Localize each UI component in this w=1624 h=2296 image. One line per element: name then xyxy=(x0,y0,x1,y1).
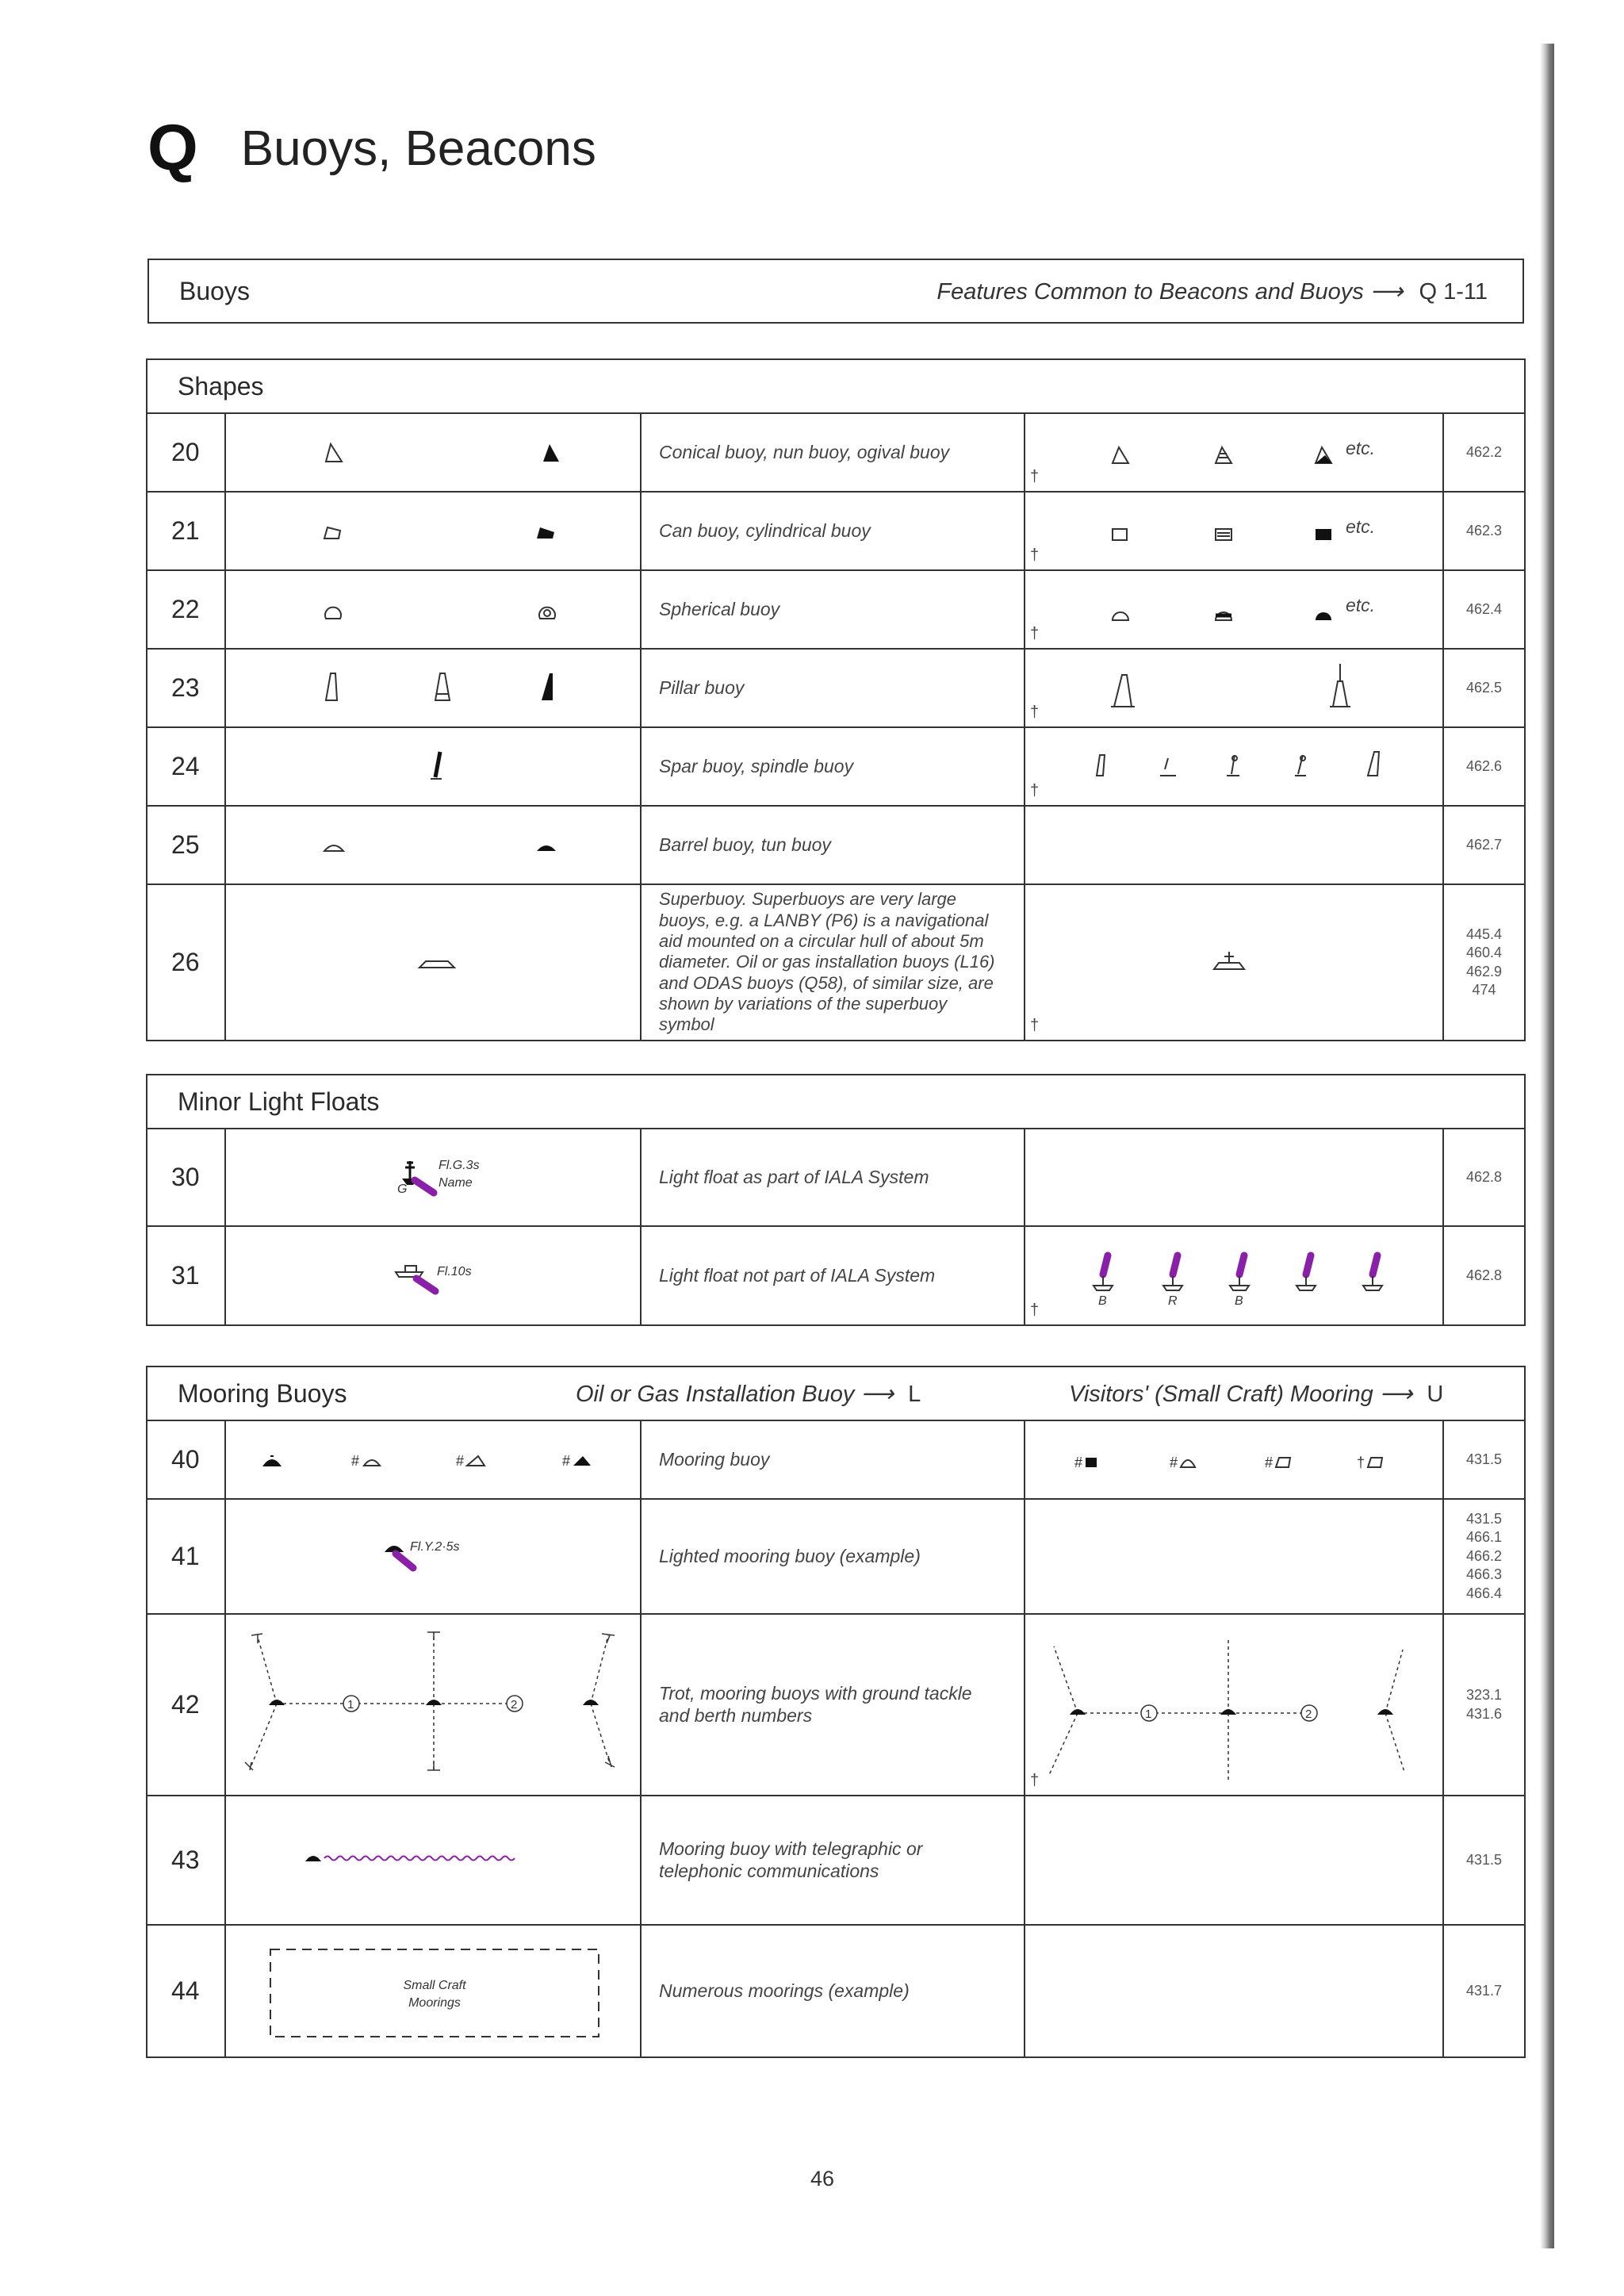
row-description: Mooring buoy with telegraphic or telephonic communications xyxy=(641,1796,1025,1925)
float-colour-letter: R xyxy=(1168,1294,1178,1308)
row-number: 26 xyxy=(147,884,225,1040)
other-symbol-cell xyxy=(1025,1499,1443,1614)
float-name: Name xyxy=(439,1176,473,1190)
chart-symbol-cell xyxy=(225,1614,641,1796)
dagger-mark: † xyxy=(1030,625,1040,642)
arrow-right-icon: ⟶ xyxy=(1369,278,1404,305)
other-symbol-cell xyxy=(1025,806,1443,884)
row-description: Spar buoy, spindle buoy xyxy=(641,727,1025,806)
barrel-buoy-icon xyxy=(226,807,638,880)
table-row xyxy=(147,1796,1524,1925)
section-title: Buoys, Beacons xyxy=(240,121,596,176)
mooring-table xyxy=(147,1421,1524,2056)
box-label: Moorings xyxy=(408,1996,461,2010)
table-row xyxy=(147,1421,1524,1499)
chart-symbol-cell xyxy=(225,414,641,492)
pillar-buoy-icon xyxy=(226,650,638,723)
light-float-iala-icon xyxy=(226,1129,638,1221)
telegraph-mooring-buoy-icon xyxy=(226,1796,638,1920)
row-description: Numerous moorings (example) xyxy=(641,1925,1025,2056)
iho-reference: 431.5 466.1 466.2 466.3 466.4 xyxy=(1443,1499,1524,1614)
row-description: Light float as part of IALA System xyxy=(641,1129,1025,1226)
table-row xyxy=(147,806,1524,884)
iho-reference: 462.5 xyxy=(1443,649,1524,727)
table-row xyxy=(147,492,1524,570)
shapes-table xyxy=(147,414,1524,1040)
row-description: Lighted mooring buoy (example) xyxy=(641,1499,1025,1614)
arrow-right-icon: ⟶ xyxy=(1379,1381,1413,1407)
can-buoy-icon xyxy=(226,493,638,565)
mooring-heading xyxy=(147,1367,1524,1421)
buoys-header-box xyxy=(147,259,1524,324)
table-row xyxy=(147,570,1524,649)
svg-text:#: # xyxy=(351,1453,360,1469)
crossref-target: U xyxy=(1427,1381,1444,1407)
crossref-target: L xyxy=(908,1381,921,1407)
iho-reference: 431.5 xyxy=(1443,1421,1524,1499)
svg-text:†: † xyxy=(1357,1455,1365,1470)
other-symbol-cell xyxy=(1025,1614,1443,1796)
iho-reference: 462.2 xyxy=(1443,414,1524,492)
page-title xyxy=(147,113,596,184)
dagger-mark: † xyxy=(1030,703,1040,721)
berth-number: 2 xyxy=(511,1698,518,1711)
row-number: 30 xyxy=(147,1129,225,1226)
light-float-non-iala-icon xyxy=(226,1228,638,1320)
iho-reference: 445.4 460.4 462.9 474 xyxy=(1443,884,1524,1040)
crossref-text: Features Common to Beacons and Buoys xyxy=(936,278,1364,305)
light-characteristic: Fl.G.3s xyxy=(439,1159,480,1172)
row-description: Conical buoy, nun buoy, ogival buoy xyxy=(641,414,1025,492)
chart-symbol-cell xyxy=(225,806,641,884)
box-label: Small Craft xyxy=(403,1979,466,1992)
dagger-mark: † xyxy=(1030,468,1040,485)
trot-mooring-variant-icon xyxy=(1025,1615,1406,1791)
table-row xyxy=(147,1925,1524,2056)
iho-reference: 462.3 xyxy=(1443,492,1524,570)
other-symbol-cell xyxy=(1025,1129,1443,1226)
light-floats-heading: Minor Light Floats xyxy=(147,1075,1524,1129)
buoys-header-crossref xyxy=(936,278,1488,305)
page-gutter-shadow xyxy=(1540,44,1554,2248)
superbuoy-variant-icon xyxy=(1025,885,1406,1036)
mooring-crossref-oil xyxy=(576,1380,921,1408)
chart-symbol-cell xyxy=(225,492,641,570)
shapes-heading: Shapes xyxy=(147,360,1524,414)
row-description: Superbuoy. Superbuoys are very large buoys, e.g. a LANBY (P6) is a navigational aid mounted on a circular hull of about 5m diameter. Oil or gas installation buoys (L16) and ODAS buoys (Q58), of similar size, are shown by variations of the superbuoy symbol xyxy=(641,884,1025,1040)
row-number: 22 xyxy=(147,570,225,649)
row-number: 31 xyxy=(147,1226,225,1324)
etc-label: etc. xyxy=(1346,516,1376,537)
row-number: 20 xyxy=(147,414,225,492)
iho-reference: 431.5 xyxy=(1443,1796,1524,1925)
chart-symbol-cell xyxy=(225,884,641,1040)
other-symbol-cell xyxy=(1025,727,1443,806)
row-description: Light float not part of IALA System xyxy=(641,1226,1025,1324)
light-float-variants-icon xyxy=(1025,1227,1406,1320)
row-number: 44 xyxy=(147,1925,225,2056)
row-number: 42 xyxy=(147,1614,225,1796)
float-colour-letter: B xyxy=(1235,1294,1243,1308)
table-row xyxy=(147,884,1524,1040)
other-symbol-cell xyxy=(1025,570,1443,649)
chart-symbol-cell xyxy=(225,1796,641,1925)
iho-reference: 462.8 xyxy=(1443,1129,1524,1226)
conical-buoy-icon xyxy=(226,414,638,487)
pillar-buoy-variants-icon xyxy=(1025,650,1406,723)
other-symbol-cell xyxy=(1025,1421,1443,1499)
dagger-mark: † xyxy=(1030,1772,1040,1789)
spherical-buoy-icon xyxy=(226,571,638,644)
light-floats-table xyxy=(147,1129,1524,1324)
mooring-section xyxy=(146,1366,1526,2058)
arrow-right-icon: ⟶ xyxy=(860,1381,894,1407)
chart-symbol-cell xyxy=(225,1421,641,1499)
other-symbol-cell xyxy=(1025,414,1443,492)
chart-symbol-cell xyxy=(225,1499,641,1614)
dagger-mark: † xyxy=(1030,546,1040,564)
chart-symbol-cell xyxy=(225,1129,641,1226)
row-description: Barrel buoy, tun buoy xyxy=(641,806,1025,884)
row-number: 25 xyxy=(147,806,225,884)
mooring-buoy-variants-icon xyxy=(1025,1421,1406,1494)
crossref-text: Oil or Gas Installation Buoy xyxy=(576,1381,855,1407)
float-colour-letter: B xyxy=(1098,1294,1107,1308)
lighted-mooring-buoy-icon xyxy=(226,1500,638,1609)
mooring-crossref-visitors xyxy=(1069,1380,1443,1408)
table-row xyxy=(147,1226,1524,1324)
dagger-mark: † xyxy=(1030,1017,1040,1034)
iho-reference: 462.7 xyxy=(1443,806,1524,884)
page-number: 46 xyxy=(810,2167,835,2191)
svg-text:#: # xyxy=(1170,1455,1178,1470)
trot-mooring-diagram-icon xyxy=(226,1615,638,1791)
other-symbol-cell xyxy=(1025,492,1443,570)
row-description: Pillar buoy xyxy=(641,649,1025,727)
svg-text:#: # xyxy=(456,1453,465,1469)
table-row xyxy=(147,727,1524,806)
buoys-header-label: Buoys xyxy=(179,276,250,305)
berth-number: 2 xyxy=(1305,1708,1312,1721)
berth-number: 1 xyxy=(1145,1708,1152,1721)
iho-reference: 462.4 xyxy=(1443,570,1524,649)
light-characteristic: Fl.Y.2·5s xyxy=(410,1540,460,1554)
iho-reference: 323.1 431.6 xyxy=(1443,1614,1524,1796)
row-number: 21 xyxy=(147,492,225,570)
crossref-text: Visitors' (Small Craft) Mooring xyxy=(1069,1381,1373,1407)
row-number: 24 xyxy=(147,727,225,806)
svg-text:#: # xyxy=(1265,1455,1274,1470)
row-description: Trot, mooring buoys with ground tackle and berth numbers xyxy=(641,1614,1025,1796)
spar-buoy-variants-icon xyxy=(1025,728,1406,801)
row-number: 43 xyxy=(147,1796,225,1925)
etc-label: etc. xyxy=(1346,595,1376,615)
table-row xyxy=(147,1614,1524,1796)
light-characteristic: Fl.10s xyxy=(437,1265,472,1278)
iho-reference: 462.6 xyxy=(1443,727,1524,806)
chart-symbol-cell xyxy=(225,649,641,727)
chart-symbol-cell xyxy=(225,570,641,649)
mooring-buoy-icon xyxy=(226,1421,638,1494)
row-number: 23 xyxy=(147,649,225,727)
svg-text:#: # xyxy=(1074,1455,1083,1470)
chart-symbol-cell xyxy=(225,1226,641,1324)
mooring-title: Mooring Buoys xyxy=(178,1378,347,1408)
row-description: Mooring buoy xyxy=(641,1421,1025,1499)
etc-label: etc. xyxy=(1346,438,1376,458)
numerous-moorings-box-icon xyxy=(226,1926,638,2053)
chart-symbol-cell xyxy=(225,1925,641,2056)
spar-buoy-icon xyxy=(226,728,638,801)
row-description: Can buoy, cylindrical buoy xyxy=(641,492,1025,570)
chart-symbol-cell xyxy=(225,727,641,806)
berth-number: 1 xyxy=(347,1698,354,1711)
section-letter: Q xyxy=(147,112,198,184)
other-symbol-cell xyxy=(1025,1226,1443,1324)
table-row xyxy=(147,1129,1524,1226)
table-row xyxy=(147,414,1524,492)
iho-reference: 462.8 xyxy=(1443,1226,1524,1324)
superbuoy-icon xyxy=(226,885,638,1036)
float-colour-letter: G xyxy=(397,1182,408,1196)
shapes-section xyxy=(146,358,1526,1041)
iho-reference: 431.7 xyxy=(1443,1925,1524,2056)
dagger-mark: † xyxy=(1030,1301,1040,1319)
light-floats-section xyxy=(146,1074,1526,1326)
crossref-target: Q 1-11 xyxy=(1419,278,1488,305)
row-number: 40 xyxy=(147,1421,225,1499)
table-row xyxy=(147,1499,1524,1614)
svg-text:#: # xyxy=(562,1453,571,1469)
other-symbol-cell xyxy=(1025,884,1443,1040)
row-number: 41 xyxy=(147,1499,225,1614)
table-row xyxy=(147,649,1524,727)
other-symbol-cell xyxy=(1025,1925,1443,2056)
row-description: Spherical buoy xyxy=(641,570,1025,649)
dagger-mark: † xyxy=(1030,782,1040,799)
other-symbol-cell xyxy=(1025,649,1443,727)
other-symbol-cell xyxy=(1025,1796,1443,1925)
